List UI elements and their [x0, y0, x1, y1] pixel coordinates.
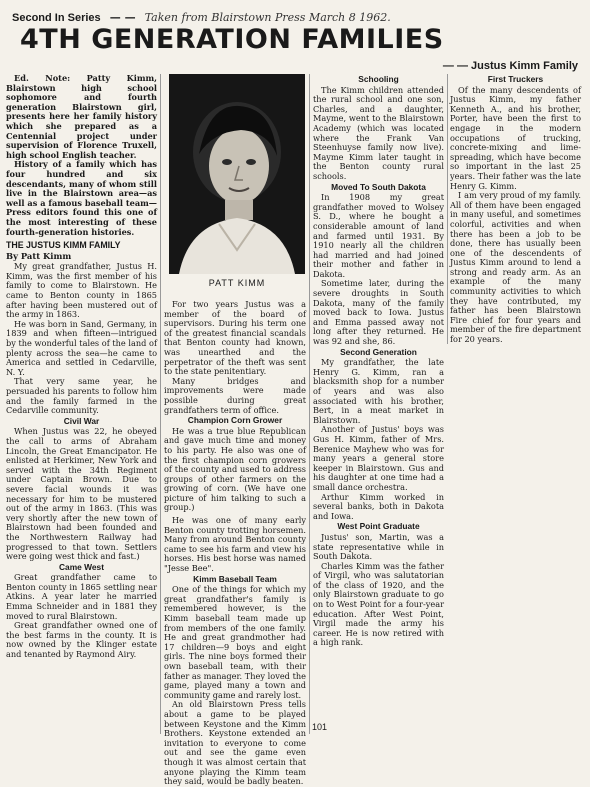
paragraph: An old Blairstown Press tells about a game to be played between Keystone and the Kimm Brothers. Keystone extended an invitation to everyone to come out and see the game even though it was almost certain that anyone playing the Kimm team they said, would be badly beaten.: [164, 699, 306, 787]
subheading: Champion Corn Grower: [187, 415, 283, 426]
column-1: [6, 74, 157, 706]
paragraph: Great grandfather owned one of the best farms in the county. It is now owned by the Klinger estate and tenanted by Raymond Airy.: [6, 620, 157, 660]
paragraph: Great grandfather came to Benton county in 1865 settling near Atkins. A year later he married Emma Schneider and in 1881 they moved to rural Blairstown.: [6, 572, 157, 621]
paragraph: He was born in Sand, Germany, in 1839 and when fifteen—intrigued by the wonderful tales of the land of plenty across the sea—he came to America and settled in Cedarville, N. Y.: [6, 318, 157, 377]
editor-note: Ed. Note: Patty Kimm, Blairstown high school sophomore and fourth generation Blairstown girl, presents here her family history which she prepared as a Centennial project under supervision of Florence Truxell, high school English teacher.: [6, 73, 157, 160]
paragraph: Sometime later, during the severe droughts in South Dakota, many of the family moved back to Iowa. Justus and Emma passed away not long after they returned. He was 92 and she, 86.: [313, 278, 444, 347]
paragraph: Arthur Kimm worked in several banks, both in Dakota and Iowa.: [313, 491, 444, 521]
photo-caption: PATT KIMM: [208, 278, 266, 288]
page-number: 101: [312, 722, 328, 732]
column-4: [450, 74, 581, 344]
subheading: Second Generation: [340, 346, 417, 357]
subheading: Moved To South Dakota: [331, 181, 426, 192]
column-3: [313, 74, 444, 648]
series-label: Second In Series: [12, 12, 101, 24]
column-2: [164, 299, 306, 787]
paragraph: I am very proud of my family. All of them have been engaged in many useful, and sometimes colorful, activities and when there has been a job to be done, there has usually been one of the descendents of Justus Kimm around to lend a strong and ready arm. As an example of the many community activities to which they have contributed, my father has been Blairstown Fire chief for four years and member of the fire department for 20 years.: [450, 190, 581, 345]
subheading: First Truckers: [487, 74, 544, 84]
paragraph: When Justus was 22, he obeyed the call to arms of Abraham Lincoln, the Great Emancipator. He enlisted at Herkimer, New York and served with the 34th Regiment under Captain Brown. Due to severe facial wounds it was necessary for him to be mustered out of the army in 1863. (This was very shortly after the new town of Blairstown had been founded and the Northwestern Railway had progressed to that town. Settlers were going west thick and fast.): [6, 426, 157, 562]
paragraph: The Kimm children attended the rural school and one son, Charles, and a daughter, Mayme, went to the Blairstown Academy (which was located where the Frank Van Steenhuyse family now live). Mayme Kimm later taught in the Benton county rural schools.: [313, 84, 444, 181]
paragraph: For two years Justus was a member of the board of supervisors. During his term one of the greatest financial scandals that Benton county had known, was unearthed and the perpetrator of the theft was sent to the state penitentiary.: [164, 299, 306, 377]
paragraph: Many bridges and improvements were made possible during great grandfathers term of office.: [164, 375, 306, 415]
column-rule: [309, 74, 310, 734]
paragraph: Of the many descendents of Justus Kimm, my father Kenneth A., and his brother, Porter, have been the first to engage in the modern occupations of trucking, concrete-mixing and lime-spreading, which have become so important in the last 25 years. Their father was the late Henry G. Kimm.: [450, 84, 581, 191]
subheading: Civil War: [63, 415, 100, 426]
paragraph: Charles Kimm was the father of Virgil, who was salutatorian of the class of 1920, and the only Blairstown graduate to go on to West Point for a four-year education. After West Point, Virgil made the army his career. He is now retired with a high rank.: [313, 560, 444, 648]
paragraph: He was a true blue Republican and gave much time and money to his party. He also was one of the first champion corn growers of the county and used to address groups of other farmers on the growing of corn. (We have one picture of him talking to such a group.): [164, 425, 306, 513]
portrait-image: [169, 74, 305, 274]
paragraph: He was one of many early Benton county trotting horsemen. Many from around Benton county came to see his farm and view his horses. His best horse was named "Jesse Bee".: [164, 515, 306, 574]
portrait-photo: [169, 74, 305, 274]
paragraph: My grandfather, the late Henry G. Kimm, ran a blacksmith shop for a number of years and was also associated with his brother, Bert, in a meat market in Blairstown.: [313, 357, 444, 425]
subheading: West Point Graduate: [337, 521, 420, 532]
column-rule: [447, 74, 448, 344]
paragraph: My great grandfather, Justus H. Kimm, was the first member of his family to come to Blairstown. He came to Benton county in 1865 after having been mustered out of the army in 1863.: [6, 261, 157, 320]
series-header: [12, 6, 582, 24]
subheading: Schooling: [358, 74, 399, 84]
family-byline: — — Justus Kimm Family: [442, 60, 578, 72]
subheading: Came West: [59, 561, 104, 572]
article-byline: By Patt Kimm: [6, 250, 72, 261]
subheading: Kimm Baseball Team: [193, 573, 277, 584]
article-heading: THE JUSTUS KIMM FAMILY: [6, 240, 121, 251]
header-dashes: — —: [109, 11, 136, 24]
editor-note-2: History of a family which has four hundred and six descendants, many of whom still live in the Blairstown area—as well as a famous baseball team—Press editors found this one of the most interesting of these fourth-generation histories.: [6, 159, 157, 237]
paragraph: Another of Justus' boys was Gus H. Kimm, father of Mrs. Berenice Mayhew who was for many years a general store keeper in Blairstown. Gus and his daughter at one time had a small dance orchestra.: [313, 424, 444, 492]
column-rule: [160, 74, 161, 734]
paragraph: One of the things for which my great grandfather's family is remembered however, is the Kimm baseball team made up from members of the one family. He and great grandmother had 17 children—9 boys and eight girls. The nine boys formed their own baseball team, with their father as manager. They loved the game, played many a town and community game and rarely lost.: [164, 584, 306, 700]
handwritten-note: Taken from Blairstown Press March 8 1962.: [144, 11, 391, 24]
page-title: 4TH GENERATION FAMILIES: [20, 24, 444, 55]
paragraph: In 1908 my great grandfather moved to Wolsey S. D., where he bought a considerable amount of land and farmed until 1931. By 1910 nearly all the children had married and had joined their mother and father in Dakota.: [313, 192, 444, 279]
paragraph: That very same year, he persuaded his parents to follow him and the family farmed in the Cedarville community.: [6, 376, 157, 416]
paragraph: Justus' son, Martin, was a state representative while in South Dakota.: [313, 531, 444, 562]
